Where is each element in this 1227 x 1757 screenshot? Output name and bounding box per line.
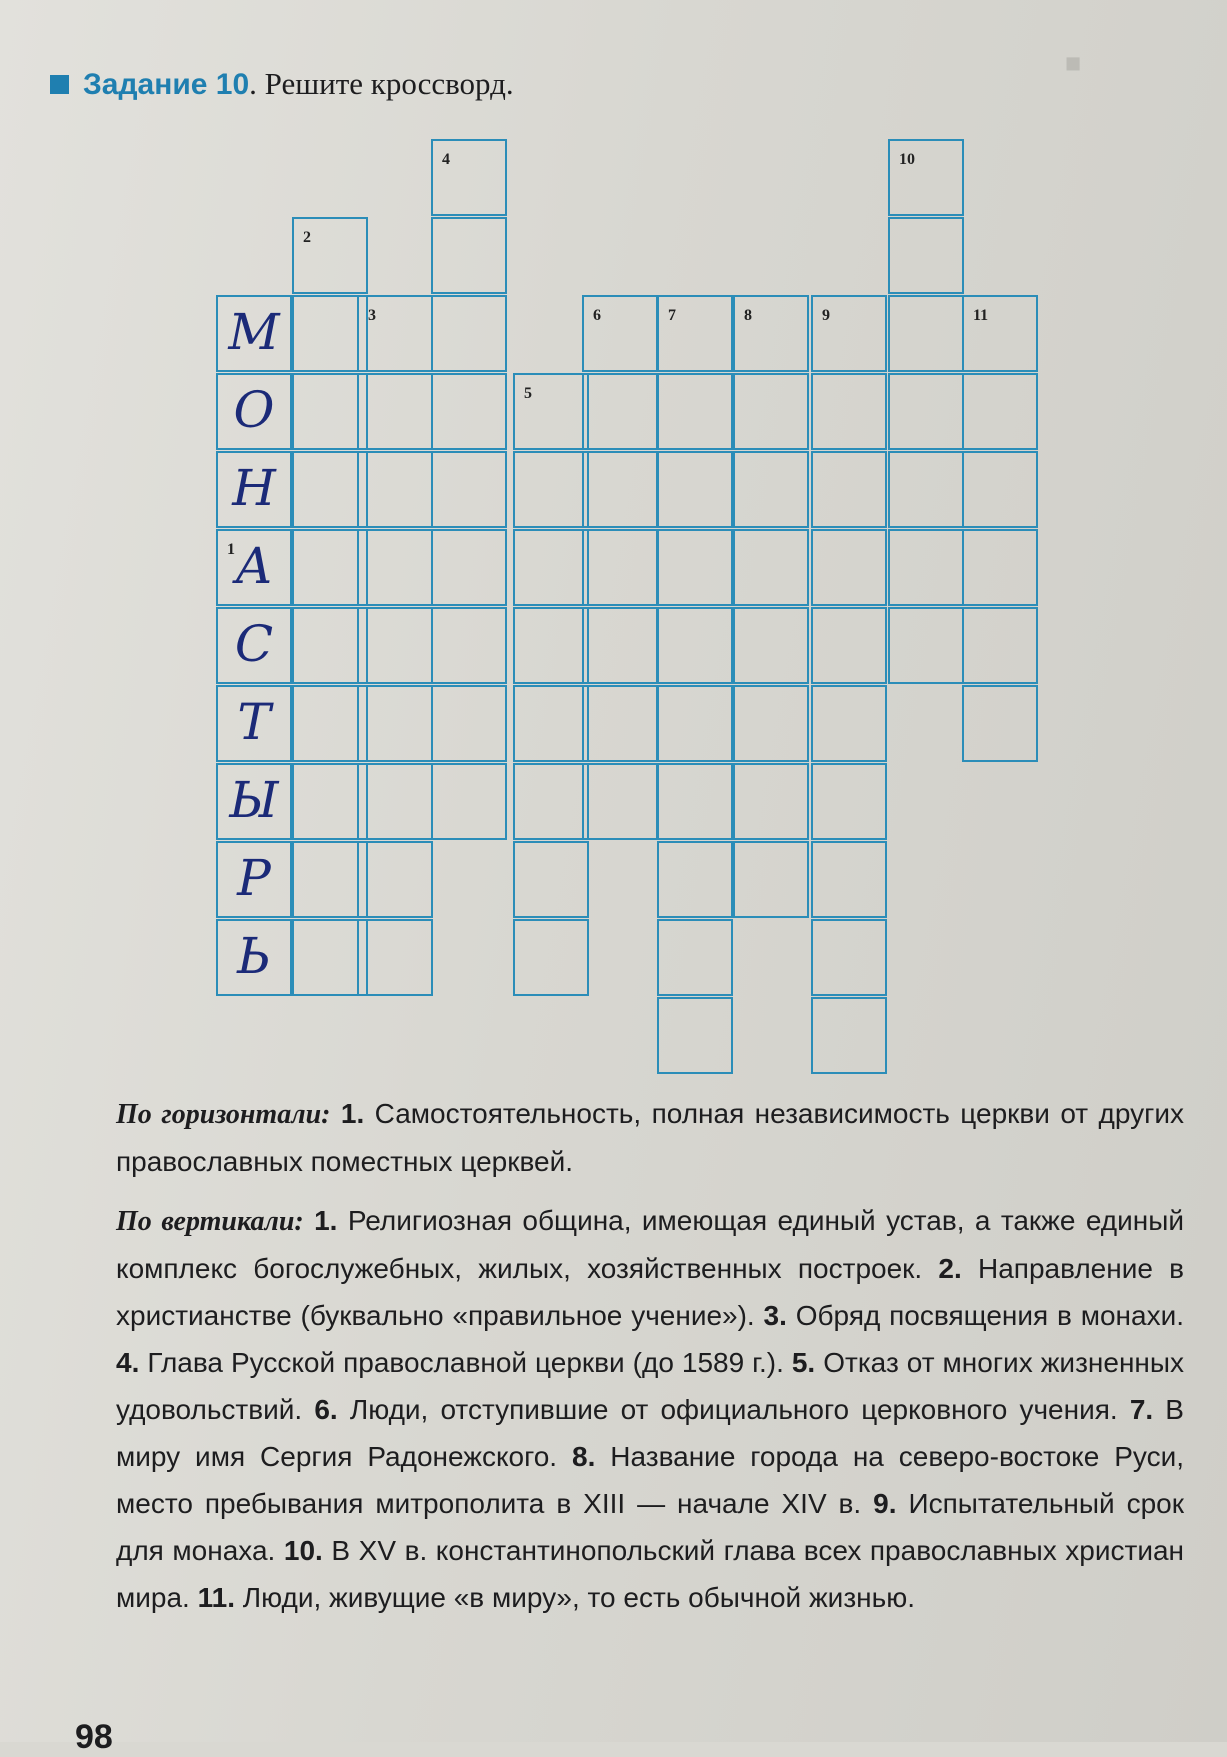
clue-number: 10. — [283, 1535, 323, 1566]
grid-cell[interactable] — [733, 529, 809, 606]
grid-cell[interactable] — [216, 685, 292, 762]
grid-cell[interactable] — [216, 763, 292, 840]
grid-cell[interactable] — [431, 685, 507, 762]
task-label: Задание 10 — [83, 68, 250, 101]
clue-number-label: 6 — [593, 307, 601, 324]
clue-number: 11. — [197, 1582, 235, 1613]
grid-cell[interactable] — [962, 685, 1038, 762]
grid-cell[interactable] — [888, 139, 964, 216]
grid-cell[interactable] — [513, 607, 589, 684]
grid-cell[interactable] — [216, 295, 292, 372]
grid-cell[interactable] — [357, 529, 433, 606]
clue-number: 5. — [791, 1347, 816, 1378]
grid-cell[interactable] — [582, 685, 658, 762]
clue-text: Название города на северо-востоке Руси, место пребывания митрополита в XIII — начале XIV в. — [116, 1441, 1184, 1519]
vertical-heading: По вертикали: — [116, 1206, 304, 1237]
grid-cell[interactable] — [657, 529, 733, 606]
clue-number: 1. — [340, 1098, 365, 1129]
handwritten-letter: Ь — [237, 927, 271, 985]
grid-cell[interactable] — [733, 685, 809, 762]
grid-cell[interactable] — [888, 529, 964, 606]
clue-number: 8. — [572, 1441, 596, 1472]
handwritten-letter: О — [233, 381, 275, 439]
clue-text: Глава Русской православной церкви (до 1589 г.). — [139, 1347, 792, 1378]
grid-cell[interactable] — [513, 451, 589, 528]
grid-cell[interactable] — [431, 295, 507, 372]
clue-number-label: 8 — [744, 307, 752, 324]
grid-cell[interactable] — [811, 373, 887, 450]
clue-number-label: 4 — [442, 151, 450, 168]
clue-number-label: 11 — [973, 307, 989, 324]
grid-cell[interactable] — [513, 841, 589, 918]
grid-cell[interactable] — [582, 295, 658, 372]
grid-cell[interactable] — [582, 607, 658, 684]
grid-cell[interactable] — [657, 841, 733, 918]
clue-number: 4. — [116, 1347, 140, 1378]
clue-text: Направление в христианстве (буквально «правильное учение»). — [116, 1253, 1184, 1331]
clue-number-label: 2 — [303, 229, 311, 246]
horizontal-heading: По горизонтали: — [116, 1099, 331, 1130]
handwritten-letter: Т — [237, 693, 271, 751]
grid-cell[interactable] — [657, 685, 733, 762]
grid-cell[interactable] — [657, 607, 733, 684]
grid-cell[interactable] — [357, 451, 433, 528]
clue-text: Люди, живущие «в миру», то есть обычной жизнью. — [234, 1582, 915, 1613]
grid-cell[interactable] — [216, 373, 292, 450]
handwritten-letter: С — [234, 615, 274, 673]
grid-cell[interactable] — [962, 529, 1038, 606]
clue-text: Люди, отступившие от официального церковного учения. — [337, 1394, 1130, 1425]
grid-cell[interactable] — [513, 529, 589, 606]
grid-cell[interactable] — [582, 763, 658, 840]
clue-number: 7. — [1129, 1394, 1154, 1425]
grid-cell[interactable] — [888, 217, 964, 294]
grid-cell[interactable] — [216, 607, 292, 684]
clue-text: В миру имя Сергия Радонежского. — [116, 1394, 1184, 1472]
grid-cell[interactable] — [216, 919, 292, 996]
grid-cell[interactable] — [733, 295, 809, 372]
clue-number-label: 7 — [668, 307, 676, 324]
clue-text: Отказ от многих жизненных удовольствий. — [116, 1347, 1184, 1425]
bleed-through: ■ — [1065, 48, 1082, 78]
grid-cell[interactable] — [513, 373, 589, 450]
grid-cell[interactable] — [431, 217, 507, 294]
grid-cell[interactable] — [733, 451, 809, 528]
grid-cell[interactable] — [357, 919, 433, 996]
grid-cell[interactable] — [357, 607, 433, 684]
vertical-clues — [116, 1197, 1184, 1621]
grid-cell[interactable] — [216, 529, 292, 606]
grid-cell[interactable] — [811, 295, 887, 372]
grid-cell[interactable] — [357, 295, 433, 372]
handwritten-letter: Ы — [229, 771, 279, 829]
grid-cell[interactable] — [811, 607, 887, 684]
grid-cell[interactable] — [811, 919, 887, 996]
grid-cell[interactable] — [657, 373, 733, 450]
handwritten-letter: Р — [237, 849, 271, 907]
grid-cell[interactable] — [657, 451, 733, 528]
grid-cell[interactable] — [657, 919, 733, 996]
grid-cell[interactable] — [733, 763, 809, 840]
grid-cell[interactable] — [431, 373, 507, 450]
grid-cell[interactable] — [431, 529, 507, 606]
grid-cell[interactable] — [811, 685, 887, 762]
grid-cell[interactable] — [811, 763, 887, 840]
grid-cell[interactable] — [733, 841, 809, 918]
grid-cell[interactable] — [357, 373, 433, 450]
grid-cell[interactable] — [582, 529, 658, 606]
grid-cell[interactable] — [811, 529, 887, 606]
grid-cell[interactable] — [888, 295, 964, 372]
handwritten-letter: М — [228, 303, 280, 361]
grid-cell[interactable] — [582, 373, 658, 450]
grid-cell[interactable] — [216, 451, 292, 528]
grid-cell[interactable] — [357, 763, 433, 840]
grid-cell[interactable] — [657, 295, 733, 372]
grid-cell[interactable] — [216, 841, 292, 918]
clue-number: 2. — [938, 1253, 962, 1284]
grid-cell[interactable] — [431, 451, 507, 528]
page-number: 98 — [75, 1718, 113, 1756]
clue-text: Религиозная община, имеющая единый устав, а также единый комплекс богослужебных, жилых, хозяйственных построек. — [116, 1205, 1184, 1284]
handwritten-letter: А — [235, 537, 273, 595]
grid-cell[interactable] — [962, 607, 1038, 684]
horizontal-clues — [116, 1090, 1184, 1185]
grid-cell[interactable] — [888, 451, 964, 528]
grid-cell[interactable] — [357, 841, 433, 918]
grid-cell[interactable] — [962, 373, 1038, 450]
grid-cell[interactable] — [431, 139, 507, 216]
clue-number-label: 9 — [822, 307, 830, 324]
grid-cell[interactable] — [811, 841, 887, 918]
grid-cell[interactable] — [811, 451, 887, 528]
grid-cell[interactable] — [962, 295, 1038, 372]
grid-cell[interactable] — [357, 685, 433, 762]
grid-cell[interactable] — [431, 763, 507, 840]
grid-cell[interactable] — [733, 607, 809, 684]
grid-cell[interactable] — [733, 373, 809, 450]
grid-cell[interactable] — [811, 997, 887, 1074]
handwritten-letter: Н — [232, 459, 276, 517]
grid-cell[interactable] — [888, 607, 964, 684]
grid-cell[interactable] — [431, 607, 507, 684]
grid-cell[interactable] — [657, 763, 733, 840]
grid-cell[interactable] — [292, 217, 368, 294]
grid-cell[interactable] — [657, 997, 733, 1074]
task-instruction: . Решите кроссворд. — [249, 66, 514, 101]
clue-number-label: 3 — [368, 307, 376, 324]
grid-cell[interactable] — [888, 373, 964, 450]
grid-cell[interactable] — [513, 919, 589, 996]
clue-number: 1. — [314, 1205, 338, 1236]
clue-text: Испытательный срок для монаха. — [116, 1488, 1184, 1566]
clue-number: 6. — [314, 1394, 338, 1425]
clue-number: 3. — [763, 1300, 787, 1331]
grid-cell[interactable] — [582, 451, 658, 528]
clue-number-label: 1 — [227, 541, 235, 558]
clue-number: 9. — [873, 1488, 897, 1519]
clue-text: В XV в. константинопольский глава всех православных христиан мира. — [116, 1535, 1184, 1613]
grid-cell[interactable] — [962, 451, 1038, 528]
clue-number-label: 10 — [899, 151, 915, 168]
clues-block — [116, 1090, 1184, 1633]
clue-text: Самостоятельность, полная независимость церкви от других православных поместных церквей. — [116, 1098, 1184, 1177]
grid-cell[interactable] — [513, 763, 589, 840]
grid-cell[interactable] — [513, 685, 589, 762]
clue-number-label: 5 — [524, 385, 532, 402]
clue-text: Обряд посвящения в монахи. — [786, 1300, 1184, 1331]
